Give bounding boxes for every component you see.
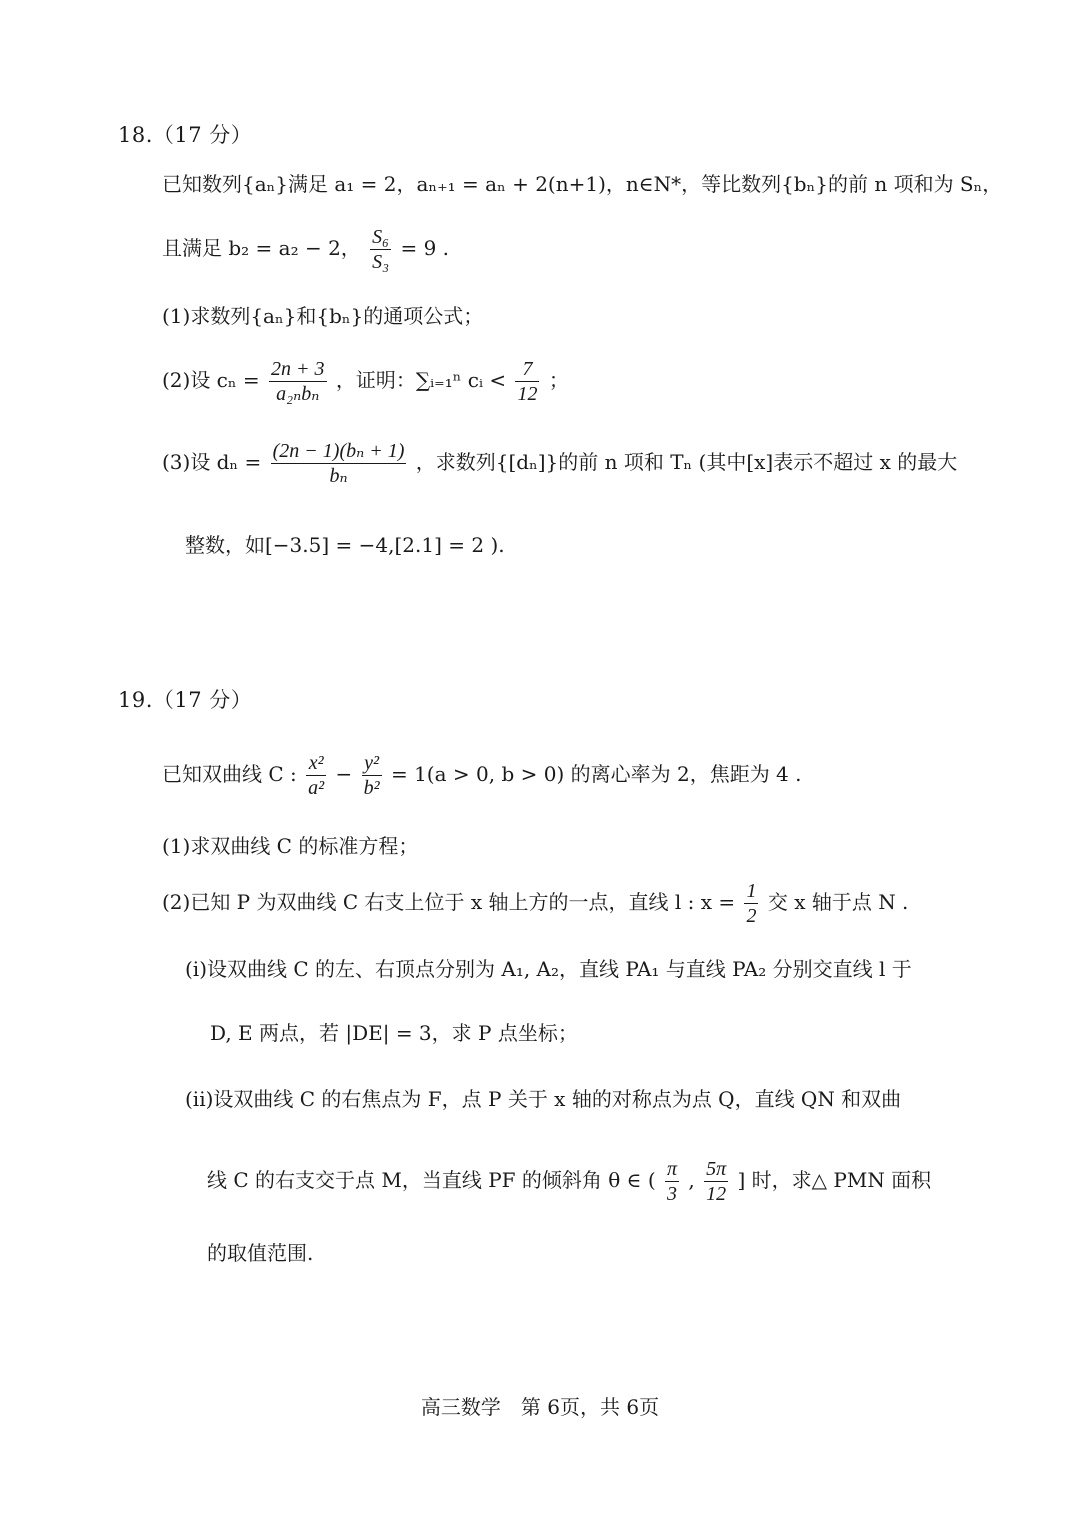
q18-part1: (1)求数列{aₙ}和{bₙ}的通项公式； [162,304,484,328]
q18-dn-fraction [271,439,407,488]
q19-sub-ii-last: 的取值范围. [207,1241,314,1265]
q18-cn-den: a₂ₙbₙ [276,383,320,405]
q18-part3-continued: 整数，如[−3.5] = −4,[2.1] = 2 ). [185,533,505,557]
q19-y-fraction [362,751,382,800]
q19-line1-minus: − [335,762,353,786]
q19-sub-ii-continued [207,1150,931,1210]
q19-sub-ii-suffix: ] 时，求△ PMN 面积 [737,1168,932,1192]
q19-sub-ii: (ii)设双曲线 C 的右焦点为 F，点 P 关于 x 轴的对称点为点 Q，直线 QN 和双曲 [185,1087,902,1111]
q19-x-num: x² [306,751,326,776]
q18-part2 [162,350,569,410]
q19-half-den: 2 [746,905,757,927]
q19-sub-i-continued: D, E 两点，若 |DE| = 3，求 P 点坐标； [210,1021,578,1045]
q18-part3-prefix: (3)设 dₙ = [162,450,262,474]
q19-sub-i: (i)设双曲线 C 的左、右顶点分别为 A₁, A₂，直线 PA₁ 与直线 PA₂ 分别交直线 l 于 [185,957,912,981]
q19-part2-suffix: 交 x 轴于点 N . [767,890,909,914]
q18-line2-suffix: = 9 . [400,236,450,260]
q18-bound-fraction [515,357,539,406]
q18-part3 [162,432,957,492]
q18-cn-fraction [269,357,327,406]
q19-line1-prefix: 已知双曲线 C : [162,762,297,786]
q19-line1 [162,744,802,804]
q18-cn-num: 2n + 3 [271,358,325,380]
q19-part2 [162,872,908,932]
q18-line2-prefix: 且满足 b₂ = a₂ − 2， [162,236,361,260]
q19-y-num: y² [362,751,382,776]
q18-heading: 18.（17 分） [118,123,253,147]
q19-line1-suffix: = 1(a > 0, b > 0) 的离心率为 2，焦距为 4 . [390,762,802,786]
q18-part2-middle: ，证明：∑ᵢ₌₁ⁿ cᵢ < [335,368,507,392]
q18-ratio-fraction [370,225,391,274]
q18-dn-den: bₙ [329,465,348,487]
q18-part3-suffix: ，求数列{[dₙ]}的前 n 项和 Tₙ (其中[x]表示不超过 x 的最大 [415,450,958,474]
q18-part2-prefix: (2)设 cₙ = [162,368,260,392]
q18-line1: 已知数列{aₙ}满足 a₁ = 2，aₙ₊₁ = aₙ + 2(n+1)，n∈N*，等比数列{bₙ}的前 n 项和为 Sₙ， [162,172,1003,196]
q19-5pi12-fraction [704,1157,728,1206]
q19-sub-ii-prefix: 线 C 的右支交于点 M，当直线 PF 的倾斜角 θ ∈ ( [207,1168,656,1192]
q19-y-den: b² [363,777,380,799]
q18-bound-num: 7 [515,357,539,382]
q19-pi3-fraction [665,1157,679,1206]
q19-sub-ii-comma: , [688,1168,695,1192]
q19-x-den: a² [308,777,325,799]
q18-ratio-den: S₃ [372,251,390,273]
q19-part2-prefix: (2)已知 P 为双曲线 C 右支上位于 x 轴上方的一点，直线 l : x = [162,890,736,914]
q18-ratio-num: S₆ [372,226,390,248]
q18-line2 [162,218,449,278]
page-footer: 高三数学 第 6页，共 6页 [420,1395,660,1419]
q18-part2-suffix: ； [548,368,569,392]
q19-heading: 19.（17 分） [118,688,253,712]
q18-dn-num: (2n − 1)(bₙ + 1) [272,440,405,462]
q19-part1: (1)求双曲线 C 的标准方程； [162,834,419,858]
q19-x-fraction [306,751,326,800]
q19-pi3-num: π [666,1158,678,1180]
q19-5pi12-num: 5π [706,1158,727,1180]
q18-bound-den: 12 [517,383,538,405]
q19-pi3-den: 3 [667,1183,677,1205]
q19-half-num: 1 [746,880,757,902]
q19-half-fraction [744,879,758,928]
q19-5pi12-den: 12 [706,1183,727,1205]
